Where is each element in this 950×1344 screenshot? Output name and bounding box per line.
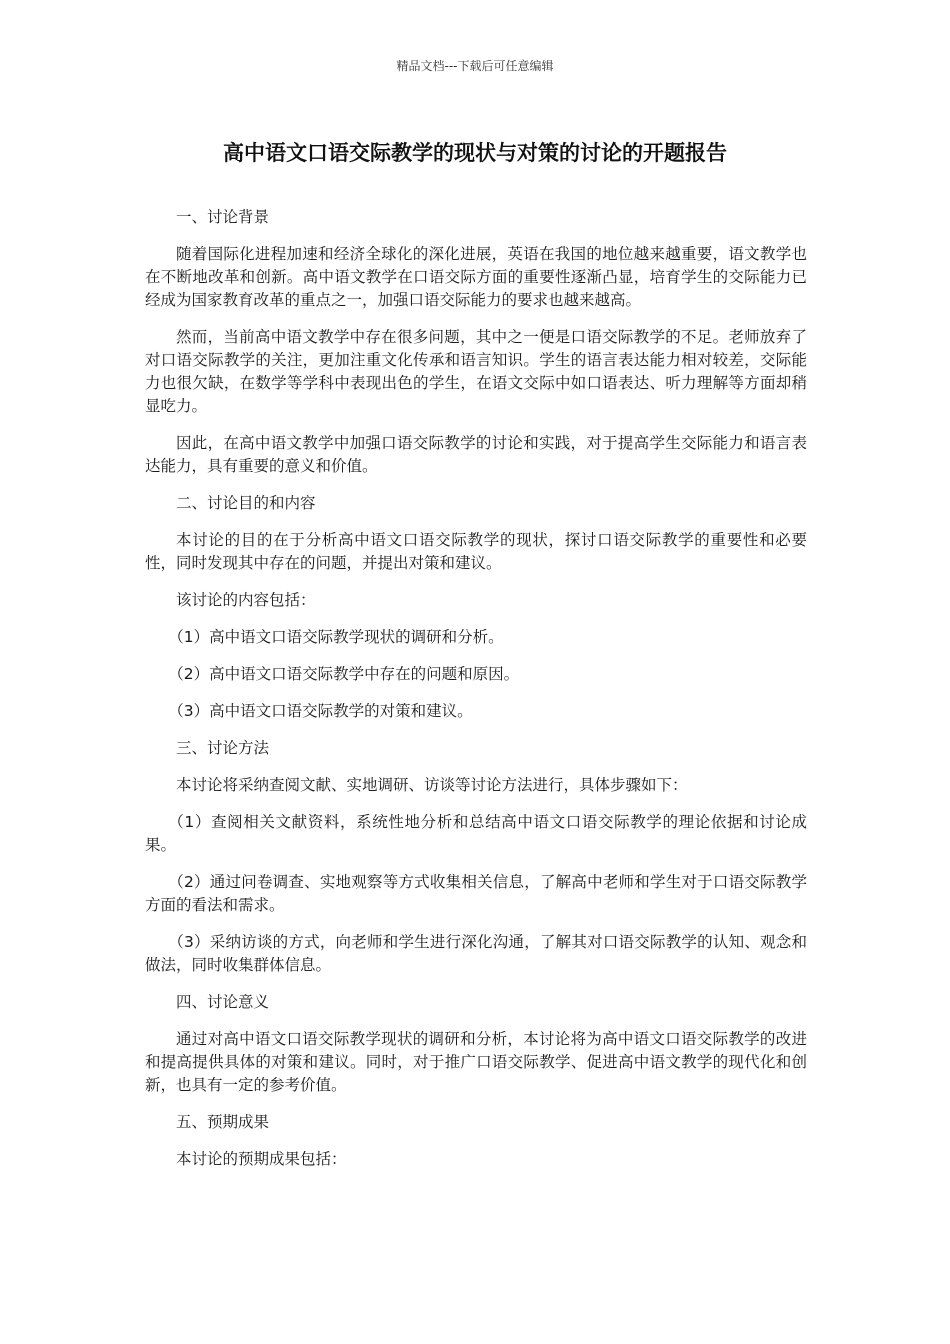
document-title: 高中语文口语交际教学的现状与对策的讨论的开题报告 (223, 141, 727, 165)
list-item: （2）高中语文口语交际教学中存在的问题和原因。 (168, 665, 520, 683)
list-item: （3）采纳访谈的方式，向老师和学生进行深化沟通，了解其对口语交际教学的认知、观念和做法，同时收集群体信息。 (145, 933, 807, 974)
body-paragraph: 因此，在高中语文教学中加强口语交际教学的讨论和实践，对于提高学生交际能力和语言表达能力，具有重要的意义和价值。 (145, 434, 807, 475)
list-item: （2）通过问卷调查、实地观察等方式收集相关信息，了解高中老师和学生对于口语交际教学方面的看法和需求。 (145, 873, 807, 914)
body-paragraph: 随着国际化进程加速和经济全球化的深化进展，英语在我国的地位越来越重要，语文教学也在不断地改革和创新。高中语文教学在口语交际方面的重要性逐渐凸显，培育学生的交际能力已经成为国家教育改革的重点之一，加强口语交际能力的要求也越来越高。 (145, 245, 807, 309)
body-paragraph: 本讨论的预期成果包括： (176, 1150, 347, 1168)
list-item: （1）查阅相关文献资料，系统性地分析和总结高中语文口语交际教学的理论依据和讨论成果。 (145, 813, 807, 854)
body-paragraph: 本讨论的目的在于分析高中语文口语交际教学的现状，探讨口语交际教学的重要性和必要性，同时发现其中存在的问题，并提出对策和建议。 (145, 531, 807, 572)
section-heading: 二、讨论目的和内容 (176, 494, 316, 512)
body-paragraph: 然而，当前高中语文教学中存在很多问题，其中之一便是口语交际教学的不足。老师放弃了对口语交际教学的关注，更加注重文化传承和语言知识。学生的语言表达能力相对较差，交际能力也很欠缺，在数学等学科中表现出色的学生，在语文交际中如口语表达、听力理解等方面却稍显吃力。 (145, 328, 807, 415)
section-heading: 四、讨论意义 (176, 993, 270, 1011)
list-item: （3）高中语文口语交际教学的对策和建议。 (168, 702, 473, 720)
body-paragraph: 该讨论的内容包括： (176, 591, 316, 609)
section-heading: 三、讨论方法 (176, 739, 270, 757)
body-paragraph: 通过对高中语文口语交际教学现状的调研和分析，本讨论将为高中语文口语交际教学的改进和提高提供具体的对策和建议。同时，对于推广口语交际教学、促进高中语文教学的现代化和创新，也具有一定的参考价值。 (145, 1030, 807, 1094)
list-item: （1）高中语文口语交际教学现状的调研和分析。 (168, 628, 504, 646)
section-heading: 一、讨论背景 (176, 208, 270, 226)
section-heading: 五、预期成果 (176, 1113, 270, 1131)
document-body (145, 206, 807, 1185)
body-paragraph: 本讨论将采纳查阅文献、实地调研、访谈等讨论方法进行，具体步骤如下： (176, 776, 688, 794)
page-header: 精品文档---下载后可任意编辑 (396, 59, 554, 73)
